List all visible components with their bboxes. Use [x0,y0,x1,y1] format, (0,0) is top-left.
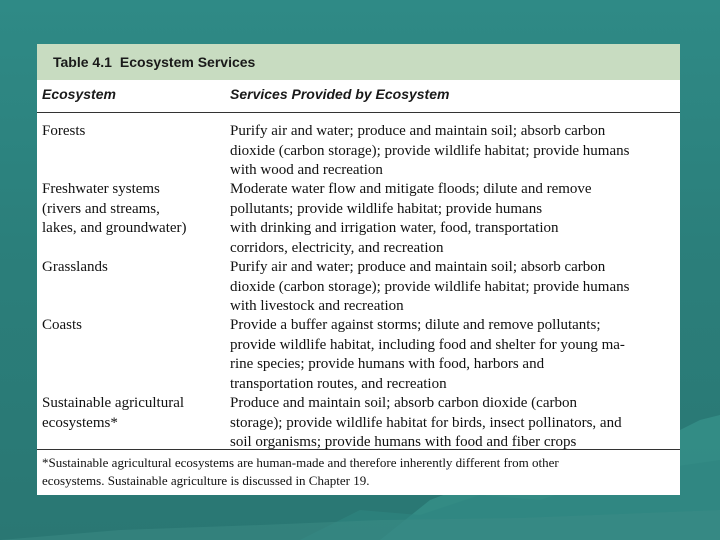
footnote-line: ecosystems. Sustainable agriculture is discussed in Chapter 19. [42,472,370,488]
ecosystem-cell [42,180,227,239]
ecosystem-cell [42,394,227,433]
services-cell [230,316,676,394]
services-line: Purify air and water; produce and maintain soil; absorb carbon [230,259,606,275]
ecosystem-line: Coasts [42,317,83,333]
services-cell [230,122,676,181]
footnote-line: *Sustainable agricultural ecosystems are human-made and therefore inherently different from other [42,455,559,470]
ecosystem-line: lakes, and groundwater) [42,220,187,236]
services-cell [230,180,676,258]
services-line: soil organisms; provide humans with food and fiber crops [230,434,577,450]
table-footnote [42,454,672,489]
services-line: storage); provide wildlife habitat for birds, insect pollinators, and [230,414,622,431]
header-services: Services Provided by Ecosystem [230,86,450,102]
header-rule [37,112,680,113]
services-line: transportation routes, and recreation [230,375,447,392]
ecosystem-line: (rivers and streams, [42,200,160,217]
services-line: with wood and recreation [230,162,383,178]
ecosystem-line: Freshwater systems [42,181,160,197]
services-line: with drinking and irrigation water, food, transportation [230,220,559,236]
services-line: pollutants; provide wildlife habitat; provide humans [230,200,543,217]
ecosystem-line: Forests [42,123,86,139]
ecosystem-line: ecosystems* [42,414,118,431]
services-line: dioxide (carbon storage); provide wildlife habitat; provide humans [230,278,630,295]
services-line: with livestock and recreation [230,298,404,314]
ecosystem-cell [42,122,227,142]
ecosystem-cell [42,316,227,336]
services-line: Provide a buffer against storms; dilute and remove pollutants; [230,317,601,333]
services-cell [230,394,676,453]
footnote-rule [37,449,680,450]
header-ecosystem: Ecosystem [42,86,116,102]
table-title: Ecosystem Services [119,54,256,70]
ecosystem-cell [42,258,227,278]
services-line: dioxide (carbon storage); provide wildlife habitat; provide humans [230,142,630,159]
services-cell [230,258,676,317]
table-label: Table 4.1 [53,54,112,70]
services-line: corridors, electricity, and recreation [230,239,444,256]
services-line: provide wildlife habitat, including food and shelter for young ma- [230,336,625,353]
services-line: rine species; provide humans with food, harbors and [230,356,545,372]
services-line: Purify air and water; produce and maintain soil; absorb carbon [230,123,606,139]
ecosystem-line: Sustainable agricultural [42,395,185,411]
table-title-bar [37,44,680,80]
services-line: Produce and maintain soil; absorb carbon dioxide (carbon [230,395,577,411]
ecosystem-line: Grasslands [42,259,108,275]
ecosystem-services-table [37,44,680,495]
services-line: Moderate water flow and mitigate floods; dilute and remove [230,181,592,197]
